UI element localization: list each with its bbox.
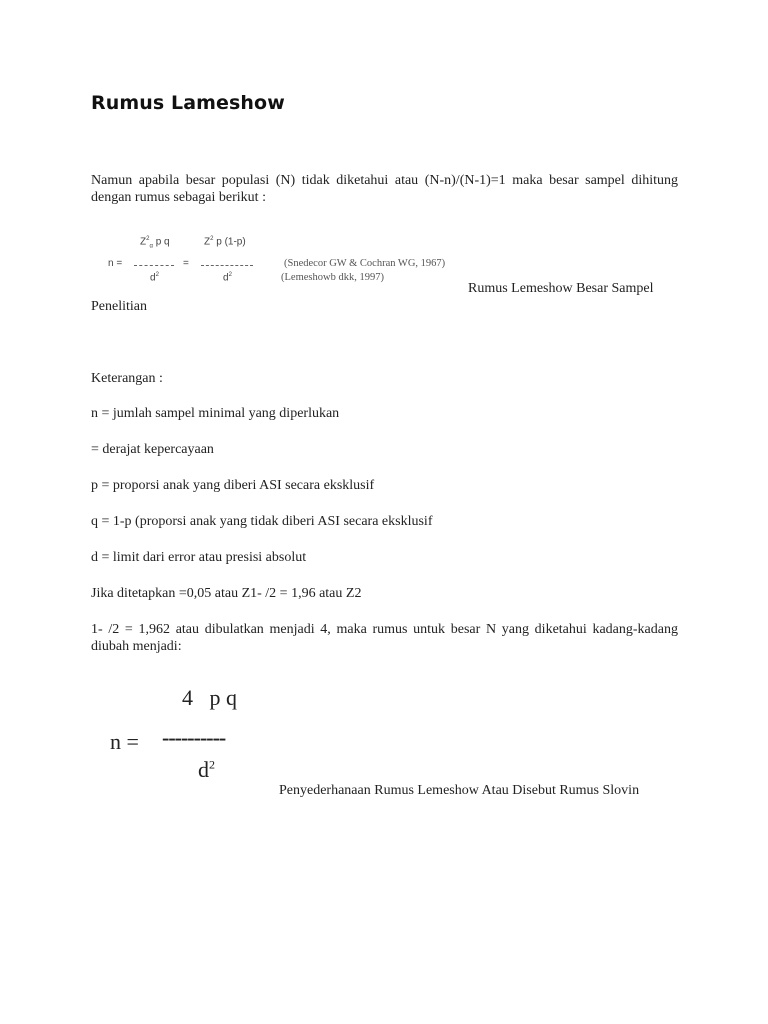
formula1-caption-continued: Penelitian	[91, 299, 147, 314]
formula2-caption: Penyederhanaan Rumus Lemeshow Atau Disebut Rumus Slovin	[279, 783, 640, 798]
definition-d: d = limit dari error atau presisi absolut	[91, 550, 307, 565]
formula2-denominator: $d^2$	[198, 757, 215, 782]
definition-q: q = 1-p (proporsi anak yang tidak diberi ASI secara eksklusif	[91, 514, 433, 529]
formula1-equals: =	[183, 258, 189, 269]
lemeshow-formula-image	[108, 234, 468, 292]
citation-snedecor: (Snedecor GW & Cochran WG, 1967)	[284, 258, 446, 269]
alpha-statement: Jika ditetapkan =0,05 atau Z1- /2 = 1,96 atau Z2	[91, 586, 362, 601]
keterangan-label: Keterangan :	[91, 371, 163, 386]
formula2-numerator: 4 p q	[182, 685, 237, 710]
formula1-lhs: n =	[108, 258, 123, 269]
rounding-paragraph: 1- /2 = 1,962 atau dibulatkan menjadi 4, maka rumus untuk besar N yang diketahui kadang-kadang diubah menjadi:	[91, 622, 678, 654]
citation-lemeshow: (Lemeshowb dkk, 1997)	[281, 272, 384, 283]
formula2-fraction-bar: ----------	[162, 725, 226, 750]
formula1-numerator-2: $Z^2$ p (1-p)	[204, 236, 246, 248]
formula1-denominator-1: $d^2$	[150, 272, 159, 284]
slovin-formula-image	[110, 685, 270, 785]
formula1-numerator-1: $Z^2_\alpha$ p q	[140, 236, 170, 250]
definition-n: n = jumlah sampel minimal yang diperlukan	[91, 406, 340, 421]
formula1-denominator-2: $d^2$	[223, 272, 232, 284]
formula1-fraction-bar-2	[201, 265, 253, 266]
definition-confidence: = derajat kepercayaan	[91, 442, 214, 457]
formula2-lhs: n =	[110, 729, 139, 754]
formula1-fraction-bar-1	[134, 265, 174, 266]
intro-paragraph: Namun apabila besar populasi (N) tidak diketahui atau (N-n)/(N-1)=1 maka besar sampel dihitung dengan rumus sebagai berikut :	[91, 173, 678, 205]
formula1-caption: Rumus Lemeshow Besar Sampel	[468, 281, 654, 296]
definition-p: p = proporsi anak yang diberi ASI secara eksklusif	[91, 478, 375, 493]
page-title: Rumus Lameshow	[91, 92, 285, 114]
